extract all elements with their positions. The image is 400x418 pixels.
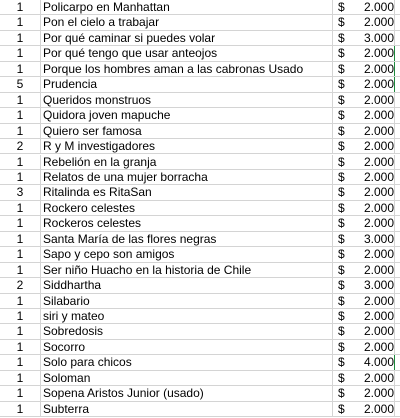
title-cell[interactable]: Santa María de las flores negras	[40, 232, 333, 246]
currency-cell[interactable]: $	[338, 108, 345, 123]
quantity-cell[interactable]: 1	[0, 62, 41, 76]
price-cell[interactable]: 2.000	[363, 309, 394, 323]
price-cell[interactable]: 3.000	[363, 278, 394, 293]
title-cell[interactable]: R y M investigadores	[40, 139, 333, 153]
quantity-cell[interactable]: 1	[0, 355, 41, 369]
price-cell[interactable]: 2.000	[363, 293, 394, 308]
title-cell[interactable]: Prudencia	[40, 77, 333, 91]
quantity-cell[interactable]: 2	[0, 278, 41, 292]
next-column-cell[interactable]	[394, 108, 400, 122]
table-row[interactable]	[0, 185, 400, 200]
next-column-cell[interactable]	[394, 124, 400, 138]
price-cell[interactable]: 2.000	[363, 262, 394, 277]
table-row[interactable]	[0, 31, 400, 46]
quantity-cell[interactable]: 1	[0, 0, 41, 14]
currency-cell[interactable]: $	[338, 200, 345, 215]
next-column-cell[interactable]	[394, 93, 400, 107]
quantity-cell[interactable]: 1	[0, 386, 41, 400]
quantity-cell[interactable]: 1	[0, 216, 41, 230]
currency-cell[interactable]: $	[338, 169, 345, 184]
title-cell[interactable]: Solo para chicos	[40, 355, 333, 369]
price-cell[interactable]: 2.000	[363, 92, 394, 107]
next-column-cell[interactable]	[394, 170, 400, 184]
currency-cell[interactable]: $	[338, 355, 345, 370]
currency-cell[interactable]: $	[338, 154, 345, 169]
currency-cell[interactable]: $	[338, 324, 345, 339]
quantity-cell[interactable]: 1	[0, 371, 41, 385]
next-column-cell[interactable]	[394, 340, 400, 354]
title-cell[interactable]: Porque los hombres aman a las cabronas Usado	[40, 62, 333, 76]
table-row[interactable]	[0, 77, 400, 92]
next-column-cell[interactable]	[394, 216, 400, 230]
price-cell[interactable]: 2.000	[363, 216, 394, 231]
title-cell[interactable]: Relatos de una mujer borracha	[40, 170, 333, 184]
currency-cell[interactable]: $	[338, 15, 345, 30]
currency-cell[interactable]: $	[338, 0, 345, 14]
next-column-cell[interactable]	[394, 15, 400, 29]
next-column-cell[interactable]	[394, 355, 400, 369]
title-cell[interactable]: Quidora joven mapuche	[40, 108, 333, 122]
table-row[interactable]	[0, 386, 400, 401]
price-cell[interactable]: 2.000	[363, 108, 394, 123]
title-cell[interactable]: Queridos monstruos	[40, 93, 333, 107]
price-cell[interactable]: 2.000	[363, 200, 394, 215]
next-column-cell[interactable]	[394, 278, 400, 292]
currency-cell[interactable]: $	[338, 247, 345, 262]
table-row[interactable]	[0, 201, 400, 216]
next-column-cell[interactable]	[394, 155, 400, 169]
table-row[interactable]	[0, 108, 400, 123]
currency-cell[interactable]: $	[338, 139, 345, 154]
next-column-cell[interactable]	[394, 232, 400, 246]
title-cell[interactable]: Rebelión en la granja	[40, 155, 333, 169]
table-row[interactable]	[0, 309, 400, 324]
price-cell[interactable]: 2.000	[363, 324, 394, 339]
table-row[interactable]	[0, 340, 400, 355]
quantity-cell[interactable]: 1	[0, 93, 41, 107]
title-cell[interactable]: Sopena Aristos Junior (usado)	[40, 386, 333, 400]
title-cell[interactable]: siri y mateo	[40, 309, 333, 323]
currency-cell[interactable]: $	[338, 216, 345, 231]
quantity-cell[interactable]: 1	[0, 309, 41, 323]
price-cell[interactable]: 2.000	[363, 61, 394, 76]
quantity-cell[interactable]: 1	[0, 340, 41, 354]
price-cell[interactable]: 2.000	[363, 169, 394, 184]
title-cell[interactable]: Por qué caminar si puedes volar	[40, 31, 333, 45]
title-cell[interactable]: Pon el cielo a trabajar	[40, 15, 333, 29]
next-column-cell[interactable]	[394, 263, 400, 277]
next-column-cell[interactable]	[394, 201, 400, 215]
title-cell[interactable]: Subterra	[40, 402, 333, 416]
quantity-cell[interactable]: 5	[0, 77, 41, 91]
title-cell[interactable]: Sapo y cepo son amigos	[40, 247, 333, 261]
table-row[interactable]	[0, 371, 400, 386]
price-cell[interactable]: 3.000	[363, 30, 394, 45]
currency-cell[interactable]: $	[338, 278, 345, 293]
price-cell[interactable]: 2.000	[363, 15, 394, 30]
currency-cell[interactable]: $	[338, 46, 345, 61]
quantity-cell[interactable]: 2	[0, 139, 41, 153]
table-row[interactable]	[0, 216, 400, 231]
quantity-cell[interactable]: 1	[0, 247, 41, 261]
table-row[interactable]	[0, 0, 400, 15]
price-cell[interactable]: 4.000	[363, 355, 394, 370]
quantity-cell[interactable]: 1	[0, 108, 41, 122]
title-cell[interactable]: Soloman	[40, 371, 333, 385]
title-cell[interactable]: Rockeros celestes	[40, 216, 333, 230]
price-cell[interactable]: 2.000	[363, 386, 394, 401]
price-cell[interactable]: 2.000	[363, 139, 394, 154]
currency-cell[interactable]: $	[338, 77, 345, 92]
next-column-cell[interactable]	[394, 46, 400, 60]
table-row[interactable]	[0, 294, 400, 309]
currency-cell[interactable]: $	[338, 262, 345, 277]
currency-cell[interactable]: $	[338, 185, 345, 200]
next-column-cell[interactable]	[394, 77, 400, 91]
table-row[interactable]	[0, 402, 400, 417]
next-column-cell[interactable]	[394, 294, 400, 308]
table-row[interactable]	[0, 46, 400, 61]
table-row[interactable]	[0, 15, 400, 30]
title-cell[interactable]: Rockero celestes	[40, 201, 333, 215]
table-row[interactable]	[0, 324, 400, 339]
quantity-cell[interactable]: 1	[0, 124, 41, 138]
quantity-cell[interactable]: 1	[0, 232, 41, 246]
next-column-cell[interactable]	[394, 62, 400, 76]
title-cell[interactable]: Ser niño Huacho en la historia de Chile	[40, 263, 333, 277]
price-cell[interactable]: 2.000	[363, 247, 394, 262]
currency-cell[interactable]: $	[338, 123, 345, 138]
price-cell[interactable]: 2.000	[363, 401, 394, 416]
currency-cell[interactable]: $	[338, 309, 345, 323]
quantity-cell[interactable]: 1	[0, 201, 41, 215]
quantity-cell[interactable]: 1	[0, 324, 41, 338]
next-column-cell[interactable]	[394, 247, 400, 261]
table-row[interactable]	[0, 263, 400, 278]
quantity-cell[interactable]: 1	[0, 46, 41, 60]
title-cell[interactable]: Socorro	[40, 340, 333, 354]
next-column-cell[interactable]	[394, 31, 400, 45]
table-row[interactable]	[0, 232, 400, 247]
table-row[interactable]	[0, 355, 400, 370]
price-cell[interactable]: 2.000	[363, 77, 394, 92]
price-cell[interactable]: 3.000	[363, 231, 394, 246]
title-cell[interactable]: Siddhartha	[40, 278, 333, 292]
price-cell[interactable]: 2.000	[363, 46, 394, 61]
table-row[interactable]	[0, 155, 400, 170]
title-cell[interactable]: Policarpo en Manhattan	[40, 0, 333, 14]
title-cell[interactable]: Quiero ser famosa	[40, 124, 333, 138]
price-cell[interactable]: 2.000	[363, 154, 394, 169]
table-row[interactable]	[0, 139, 400, 154]
table-row[interactable]	[0, 278, 400, 293]
price-cell[interactable]: 2.000	[363, 185, 394, 200]
title-cell[interactable]: Silabario	[40, 294, 333, 308]
next-column-cell[interactable]	[394, 402, 400, 416]
next-column-cell[interactable]	[394, 309, 400, 323]
price-cell[interactable]: 2.000	[363, 339, 394, 354]
table-row[interactable]	[0, 93, 400, 108]
next-column-cell[interactable]	[394, 185, 400, 199]
quantity-cell[interactable]: 1	[0, 155, 41, 169]
quantity-cell[interactable]: 1	[0, 294, 41, 308]
table-row[interactable]	[0, 170, 400, 185]
currency-cell[interactable]: $	[338, 401, 345, 416]
title-cell[interactable]: Por qué tengo que usar anteojos	[40, 46, 333, 60]
price-cell[interactable]: 2.000	[363, 123, 394, 138]
currency-cell[interactable]: $	[338, 339, 345, 354]
next-column-cell[interactable]	[394, 324, 400, 338]
currency-cell[interactable]: $	[338, 370, 345, 385]
currency-cell[interactable]: $	[338, 293, 345, 308]
currency-cell[interactable]: $	[338, 61, 345, 76]
price-cell[interactable]: 2.000	[363, 370, 394, 385]
table-row[interactable]	[0, 247, 400, 262]
price-cell[interactable]: 2.000	[363, 0, 394, 14]
quantity-cell[interactable]: 1	[0, 402, 41, 416]
next-column-cell[interactable]	[394, 386, 400, 400]
quantity-cell[interactable]: 1	[0, 15, 41, 29]
quantity-cell[interactable]: 1	[0, 170, 41, 184]
currency-cell[interactable]: $	[338, 386, 345, 401]
currency-cell[interactable]: $	[338, 92, 345, 107]
table-row[interactable]	[0, 62, 400, 77]
next-column-cell[interactable]	[394, 371, 400, 385]
quantity-cell[interactable]: 3	[0, 185, 41, 199]
next-column-cell[interactable]	[394, 0, 400, 14]
table-row[interactable]	[0, 124, 400, 139]
currency-cell[interactable]: $	[338, 30, 345, 45]
currency-cell[interactable]: $	[338, 231, 345, 246]
quantity-cell[interactable]: 1	[0, 31, 41, 45]
title-cell[interactable]: Sobredosis	[40, 324, 333, 338]
quantity-cell[interactable]: 1	[0, 263, 41, 277]
title-cell[interactable]: Ritalinda es RitaSan	[40, 185, 333, 199]
next-column-cell[interactable]	[394, 139, 400, 153]
